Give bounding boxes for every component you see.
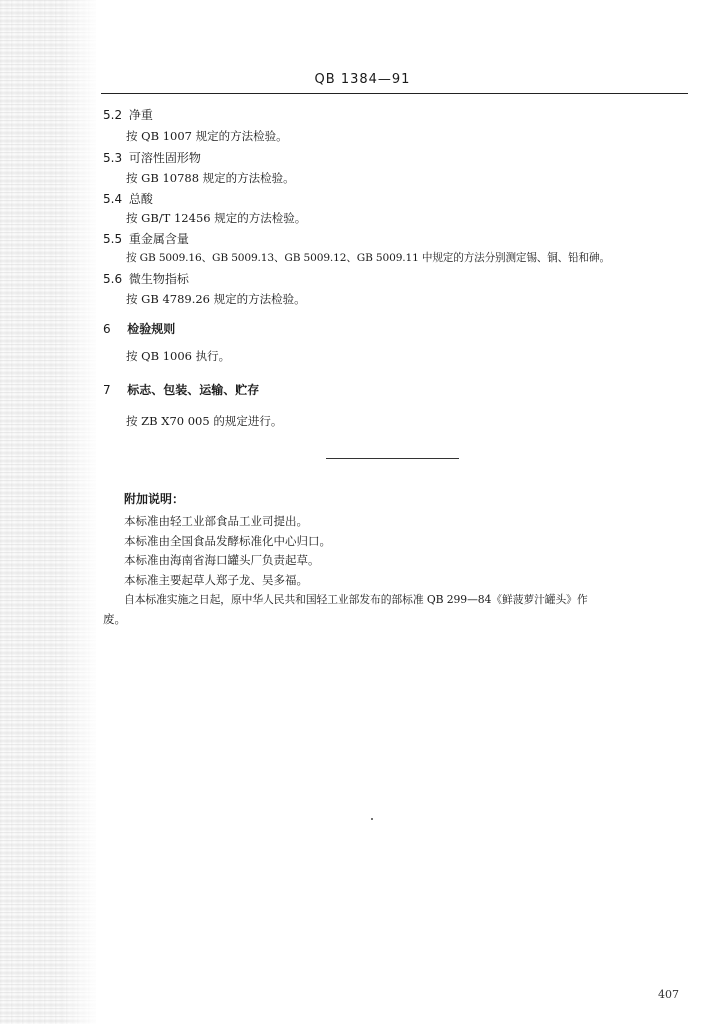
chapter-6-heading <box>103 320 175 337</box>
section-5-4-body: 按 GB/T 12456 规定的方法检验。 <box>126 211 307 225</box>
section-title: 净重 <box>128 108 153 122</box>
section-5-4-heading <box>103 190 153 207</box>
section-title: 总酸 <box>128 192 153 206</box>
section-divider-rule <box>326 458 459 459</box>
note-line: 本标准由全国食品发酵标准化中心归口。 <box>124 534 331 548</box>
section-5-6-body: 按 GB 4789.26 规定的方法检验。 <box>126 292 306 306</box>
section-5-2-body: 按 QB 1007 规定的方法检验。 <box>126 129 288 143</box>
note-line-wrap: 废。 <box>103 612 126 626</box>
section-title: 可溶性固形物 <box>128 151 201 165</box>
section-5-5-body: 按 GB 5009.16、GB 5009.13、GB 5009.12、GB 5009.11 中规定的方法分别测定锡、铜、铅和砷。 <box>126 252 610 264</box>
chapter-number: 6 <box>103 322 111 336</box>
scan-speck <box>371 818 373 820</box>
section-number: 5.6 <box>103 272 123 286</box>
section-title: 微生物指标 <box>128 272 189 286</box>
chapter-7-body: 按 ZB X70 005 的规定进行。 <box>126 414 283 428</box>
note-line: 本标准由轻工业部食品工业司提出。 <box>124 514 308 528</box>
section-number: 5.2 <box>103 108 123 122</box>
section-5-6-heading <box>103 270 189 287</box>
section-5-2-heading <box>103 106 153 123</box>
additional-notes-title: 附加说明： <box>124 492 185 506</box>
chapter-title: 标志、包装、运输、贮存 <box>127 383 260 397</box>
section-5-5-heading <box>103 230 189 247</box>
section-5-3-heading <box>103 149 201 166</box>
section-5-3-body: 按 GB 10788 规定的方法检验。 <box>126 171 295 185</box>
header-rule <box>101 93 688 94</box>
chapter-title: 检验规则 <box>127 322 176 336</box>
section-number: 5.4 <box>103 192 123 206</box>
page-number: 407 <box>658 988 679 1001</box>
section-number: 5.3 <box>103 151 123 165</box>
chapter-6-body: 按 QB 1006 执行。 <box>126 349 231 363</box>
standard-code-header: QB 1384—91 <box>314 72 411 87</box>
chapter-number: 7 <box>103 383 111 397</box>
note-line: 自本标准实施之日起，原中华人民共和国轻工业部发布的部标准 QB 299—84《鲜菠萝汁罐头》作 <box>124 593 588 606</box>
note-line: 本标准主要起草人郑子龙、吴多福。 <box>124 573 308 587</box>
scan-edge-fade <box>60 0 100 1024</box>
chapter-7-heading <box>103 381 259 398</box>
section-number: 5.5 <box>103 232 123 246</box>
note-line: 本标准由海南省海口罐头厂负责起草。 <box>124 553 320 567</box>
section-title: 重金属含量 <box>128 232 189 246</box>
